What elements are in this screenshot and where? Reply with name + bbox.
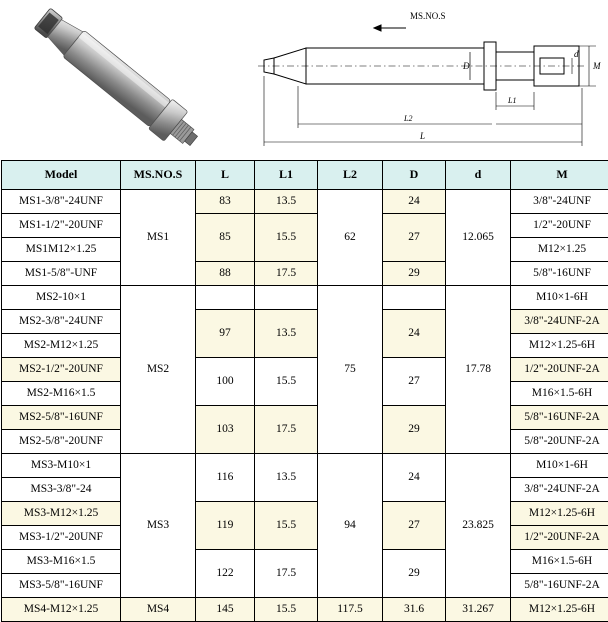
cell-d-minor: 23.825 (446, 454, 511, 598)
col-header-l1: L1 (255, 161, 318, 190)
table-row (2, 286, 608, 310)
cell-l2: 75 (318, 286, 383, 454)
cell-m: 3/8"-24UNF-2A (511, 478, 608, 502)
cell-m: M12×1.25-6H (511, 502, 608, 526)
product-photo (2, 2, 232, 157)
cell-l1 (255, 286, 318, 310)
cell-m: 5/8"-20UNF-2A (511, 430, 608, 454)
cell-l1: 15.5 (255, 214, 318, 262)
cell-model: MS2-10×1 (2, 286, 121, 310)
cell-model: MS1M12×1.25 (2, 238, 121, 262)
cell-d-major: 24 (383, 310, 446, 358)
cell-m: 5/8"-16UNF-2A (511, 574, 608, 598)
cell-l: 97 (196, 310, 255, 358)
cell-l: 145 (196, 598, 255, 622)
col-header-model: Model (2, 161, 121, 190)
illustration-area (0, 0, 608, 160)
cell-l1: 13.5 (255, 190, 318, 214)
cell-m: 3/8"-24UNF-2A (511, 310, 608, 334)
cell-m: M10×1-6H (511, 454, 608, 478)
cell-m: M16×1.5-6H (511, 550, 608, 574)
table-row (2, 214, 608, 238)
dim-d-label: d (574, 49, 579, 59)
cell-l: 100 (196, 358, 255, 406)
cell-l: 119 (196, 502, 255, 550)
cell-l1: 13.5 (255, 310, 318, 358)
cell-m: M12×1.25 (511, 238, 608, 262)
cell-msnos: MS4 (121, 598, 196, 622)
col-header-d-minor: d (446, 161, 511, 190)
col-header-msnos: MS.NO.S (121, 161, 196, 190)
cell-model: MS2-5/8"-20UNF (2, 430, 121, 454)
cell-d-major: 27 (383, 214, 446, 262)
cell-d-major (383, 286, 446, 310)
cell-model: MS2-3/8"-24UNF (2, 310, 121, 334)
cell-m: 1/2"-20UNF-2A (511, 526, 608, 550)
cell-l: 103 (196, 406, 255, 454)
cell-d-major: 31.6 (383, 598, 446, 622)
cell-l: 85 (196, 214, 255, 262)
cell-d-major: 29 (383, 406, 446, 454)
spec-table (1, 160, 608, 622)
cell-m: 5/8"-16UNF (511, 262, 608, 286)
col-header-d-major: D (383, 161, 446, 190)
cell-model: MS3-1/2"-20UNF (2, 526, 121, 550)
cell-d-major: 27 (383, 502, 446, 550)
cell-d-major: 29 (383, 550, 446, 598)
table-row (2, 190, 608, 214)
cell-model: MS1-3/8"-24UNF (2, 190, 121, 214)
table-row (2, 550, 608, 574)
engineering-drawing (234, 2, 606, 157)
cell-model: MS2-M16×1.5 (2, 382, 121, 406)
cell-d-minor: 31.267 (446, 598, 511, 622)
dim-M-label: M (592, 61, 601, 71)
col-header-m: M (511, 161, 608, 190)
cell-model: MS1-1/2"-20UNF (2, 214, 121, 238)
table-row (2, 502, 608, 526)
cell-l1: 15.5 (255, 598, 318, 622)
cell-l: 88 (196, 262, 255, 286)
cell-model: MS3-M10×1 (2, 454, 121, 478)
cell-l (196, 286, 255, 310)
cell-l1: 17.5 (255, 550, 318, 598)
cell-model: MS3-M16×1.5 (2, 550, 121, 574)
cell-d-minor: 12.065 (446, 190, 511, 286)
dim-D-label: D (462, 61, 470, 71)
table-row (2, 358, 608, 382)
table-row (2, 454, 608, 478)
cell-m: M10×1-6H (511, 286, 608, 310)
table-row (2, 406, 608, 430)
dim-L2-label: L2 (403, 114, 412, 123)
cell-model: MS3-3/8"-24 (2, 478, 121, 502)
cell-d-major: 24 (383, 454, 446, 502)
table-row (2, 262, 608, 286)
cell-msnos: MS3 (121, 454, 196, 598)
dim-L1-label: L1 (507, 96, 516, 105)
dim-L-label: L (419, 131, 425, 141)
cell-model: MS3-5/8"-16UNF (2, 574, 121, 598)
table-row (2, 598, 608, 622)
drawing-callout-label: MS.NO.S (410, 11, 446, 21)
cell-d-major: 29 (383, 262, 446, 286)
cell-m: M12×1.25-6H (511, 598, 608, 622)
cell-l1: 17.5 (255, 262, 318, 286)
col-header-l: L (196, 161, 255, 190)
cell-l2: 117.5 (318, 598, 383, 622)
col-header-l2: L2 (318, 161, 383, 190)
cell-m: M16×1.5-6H (511, 382, 608, 406)
table-row (2, 310, 608, 334)
cell-l1: 15.5 (255, 358, 318, 406)
cell-l1: 17.5 (255, 406, 318, 454)
cell-model: MS4-M12×1.25 (2, 598, 121, 622)
cell-l2: 62 (318, 190, 383, 286)
cell-l: 116 (196, 454, 255, 502)
cell-m: 1/2"-20UNF-2A (511, 358, 608, 382)
cell-m: 1/2"-20UNF (511, 214, 608, 238)
cell-l2: 94 (318, 454, 383, 598)
cell-l: 122 (196, 550, 255, 598)
cell-d-major: 24 (383, 190, 446, 214)
cell-model: MS3-M12×1.25 (2, 502, 121, 526)
cell-model: MS1-5/8"-UNF (2, 262, 121, 286)
cell-l1: 15.5 (255, 502, 318, 550)
cell-l: 83 (196, 190, 255, 214)
cell-model: MS2-M12×1.25 (2, 334, 121, 358)
table-header-row (2, 161, 608, 190)
cell-d-major: 27 (383, 358, 446, 406)
cell-m: 5/8"-16UNF-2A (511, 406, 608, 430)
cell-m: 3/8"-24UNF (511, 190, 608, 214)
cell-l1: 13.5 (255, 454, 318, 502)
cell-m: M12×1.25-6H (511, 334, 608, 358)
cell-model: MS2-1/2"-20UNF (2, 358, 121, 382)
cell-msnos: MS2 (121, 286, 196, 454)
cell-d-minor: 17.78 (446, 286, 511, 454)
cell-model: MS2-5/8"-16UNF (2, 406, 121, 430)
cell-msnos: MS1 (121, 190, 196, 286)
